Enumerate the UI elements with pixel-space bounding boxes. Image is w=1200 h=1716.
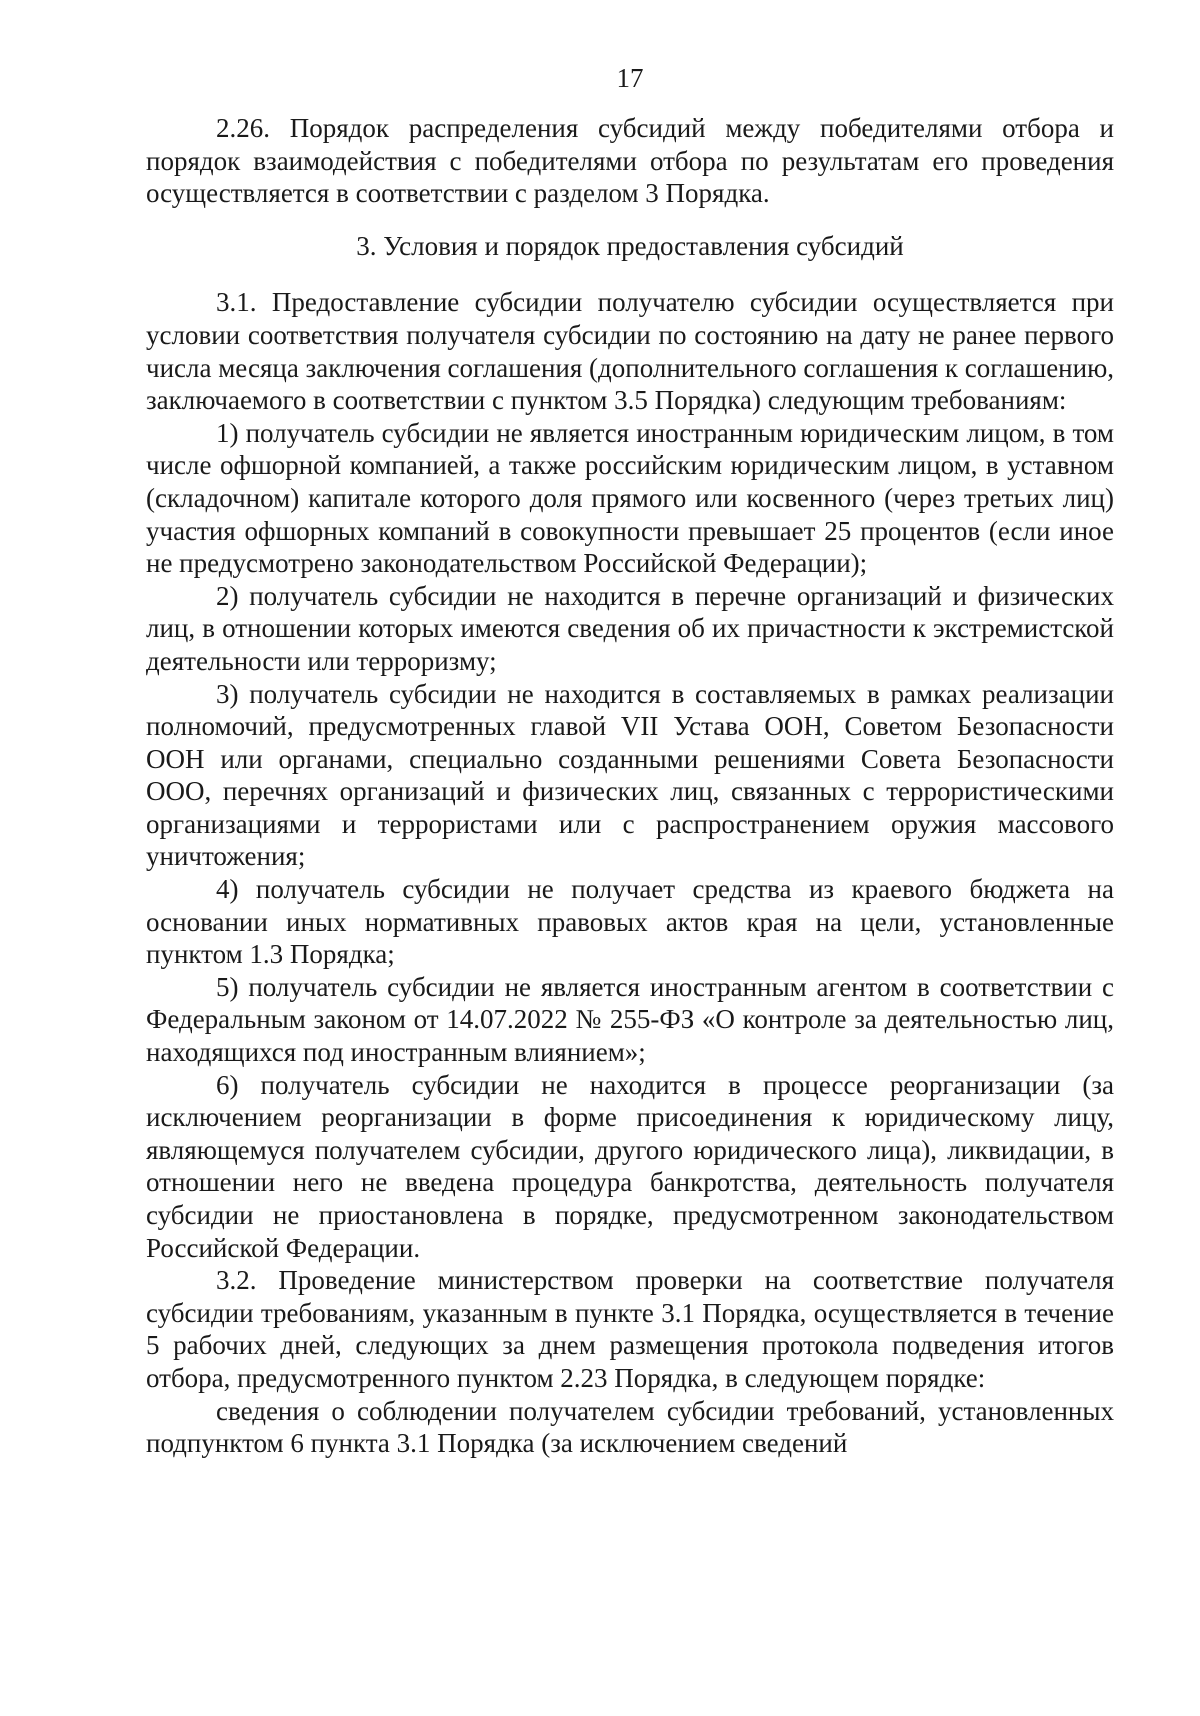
list-item-1: 1) получатель субсидии не является иностранным юридическим лицом, в том числе офшорной компанией, а также российским юридическим лицом, в уставном (складочном) капитале которого доля прямого или косвенного (через третьих лиц) участия офшорных компаний в совокупности превышает 25 процентов (если иное не предусмотрено законодательством Российской Федерации); <box>146 417 1114 579</box>
list-item-5: 5) получатель субсидии не является иностранным агентом в соответствии с Федеральным законом от 14.07.2022 № 255-ФЗ «О контроле за деятельностью лиц, находящихся под иностранным влиянием»; <box>146 971 1114 1068</box>
section-heading: 3. Условия и порядок предоставления субсидий <box>356 230 904 261</box>
list-item-2: 2) получатель субсидии не находится в перечне организаций и физических лиц, в отношении которых имеются сведения об их причастности к экстремистской деятельности или терроризму; <box>146 580 1114 676</box>
paragraph-2-26: 2.26. Порядок распределения субсидий между победителями отбора и порядок взаимодействия с победителями отбора по результатам его проведения осуществляется в соответствии с разделом 3 Порядка. <box>146 113 1114 209</box>
list-item-6: 6) получатель субсидии не находится в процессе реорганизации (за исключением реорганизации в форме присоединения к юридическому лицу, являющемуся получателем субсидии, другого юридического лица), ликвидации, в отношении него не введена процедура банкротства, деятельность получателя субсидии не приостановлена в порядке, предусмотренном законодательством Российской Федерации. <box>146 1069 1114 1263</box>
document-page <box>146 60 1114 1460</box>
paragraph-continuation: сведения о соблюдении получателем субсидии требований, установленных подпунктом 6 пункта 3.1 Порядка (за исключением сведений <box>146 1395 1114 1459</box>
list-item-4: 4) получатель субсидии не получает средства из краевого бюджета на основании иных нормативных правовых актов края на цели, установленные пунктом 1.3 Порядка; <box>146 874 1114 970</box>
list-item-3: 3) получатель субсидии не находится в составляемых в рамках реализации полномочий, предусмотренных главой VII Устава ООН, Советом Безопасности ООН или органами, специально созданными решениями Совета Безопасности ООО, перечнях организаций и физических лиц, связанных с террористическими организациями и террористами или с распространением оружия массового уничтожения; <box>146 678 1114 872</box>
paragraph-3-2: 3.2. Проведение министерством проверки на соответствие получателя субсидии требованиям, указанным в пункте 3.1 Порядка, осуществляется в течение 5 рабочих дней, следующих за днем размещения протокола подведения итогов отбора, предусмотренного пунктом 2.23 Порядка, в следующем порядке: <box>146 1265 1114 1393</box>
page-number: 17 <box>616 63 644 93</box>
paragraph-3-1: 3.1. Предоставление субсидии получателю субсидии осуществляется при условии соответствия получателя субсидии по состоянию на дату не ранее первого числа месяца заключения соглашения (дополнительного соглашения к соглашению, заключаемого в соответствии с пунктом 3.5 Порядка) следующим требованиям: <box>146 287 1115 416</box>
